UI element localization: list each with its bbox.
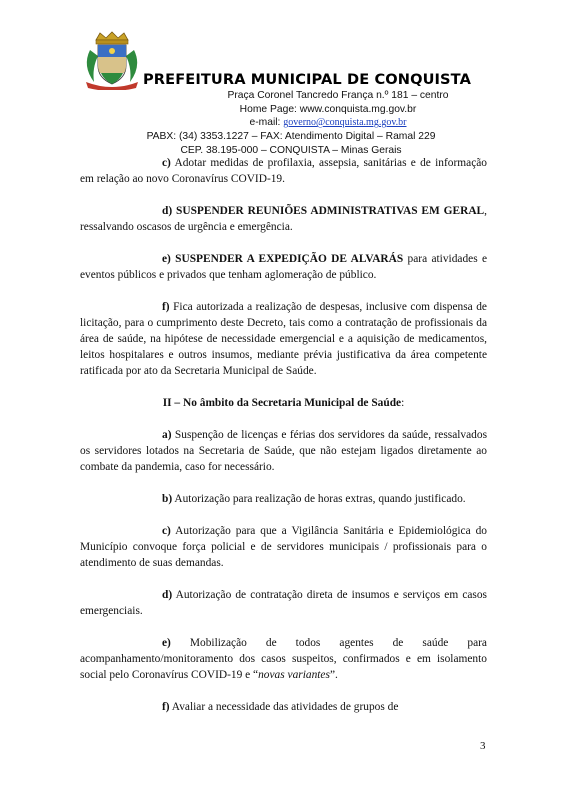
paragraph-d1	[80, 203, 487, 235]
page-number: 3	[480, 740, 486, 752]
paragraph-f1	[80, 299, 487, 379]
paragraph-e1	[80, 251, 487, 283]
item-letter: a)	[162, 429, 172, 441]
item-letter: e)	[162, 637, 171, 649]
section-heading	[80, 395, 487, 411]
paragraph-text-end: ”.	[329, 669, 338, 681]
item-letter: c)	[162, 157, 171, 169]
italic-text: novas variantes	[258, 669, 330, 681]
paragraph-d2	[80, 587, 487, 619]
header-email-line	[45, 117, 566, 128]
paragraph-text: Fica autorizada a realização de despesas, inclusive com dispensa de licitação, para o cumprimento deste Decreto, tais como a contratação de profissionais da área de saúde, na hipótese de necessidade emergencial e a aquisição de medicamentos, leitos hospitalares e outros insumos, mediante prévia justificativa da área competente ratificada por ato da Secretaria Municipal de Saúde.	[80, 301, 487, 377]
item-letter: f)	[162, 301, 170, 313]
organization-title: PREFEITURA MUNICIPAL DE CONQUISTA	[143, 71, 471, 88]
header-email-link[interactable]: governo@conquista.mg.gov.br	[283, 117, 407, 128]
paragraph-text: Adotar medidas de profilaxia, assepsia, sanitárias e de informação em relação ao novo Coronavírus COVID-19.	[80, 157, 487, 185]
item-letter: f)	[162, 701, 170, 713]
item-heading: e) SUSPENDER A EXPEDIÇÃO DE ALVARÁS	[162, 253, 404, 265]
paragraph-f2	[80, 699, 487, 715]
paragraph-e2	[80, 635, 487, 683]
item-letter: c)	[162, 525, 171, 537]
header-address: Praça Coronel Tancredo França n.º 181 – centro	[227, 90, 449, 101]
paragraph-text: Suspenção de licenças e férias dos servidores da saúde, ressalvados os servidores lotados na Secretaria de Saúde, que não estejam ligados diretamente ao combate da pandemia, caso for necessário.	[80, 429, 487, 473]
document-body	[80, 155, 487, 715]
paragraph-text: Mobilização de todos agentes de saúde para acompanhamento/monitoramento dos casos suspeitos, confirmados e em isolamento social pelo Coronavírus COVID-19 e “	[80, 637, 487, 681]
header-phone: PABX: (34) 3353.1227 – FAX: Atendimento Digital – Ramal 229	[146, 131, 436, 142]
header-email-label: e-mail:	[249, 117, 284, 128]
item-heading: d) SUSPENDER REUNIÕES ADMINISTRATIVAS EM GERAL	[162, 205, 485, 217]
header-homepage: Home Page: www.conquista.mg.gov.br	[239, 104, 417, 115]
paragraph-text: Autorização de contratação direta de insumos e serviços em casos emergenciais.	[80, 589, 487, 617]
item-letter: b)	[162, 493, 173, 505]
paragraph-c1	[80, 155, 487, 187]
municipal-coat-of-arms-icon	[80, 30, 144, 90]
paragraph-text: Autorização para que a Vigilância Sanitária e Epidemiológica do Município convoque força policial e de servidores municipais / profissionais para o atendimento de suas demandas.	[80, 525, 487, 569]
section-colon: :	[401, 397, 405, 409]
paragraph-text: , ressalvando oscasos de urgência e emergência.	[80, 205, 487, 233]
paragraph-c2	[80, 523, 487, 571]
paragraph-text: Avaliar a necessidade das atividades de grupos de	[169, 701, 399, 713]
paragraph-text: para atividades e eventos públicos e privados que tenham aglomeração de público.	[80, 253, 487, 281]
paragraph-b2	[80, 491, 487, 507]
header-cep: CEP. 38.195-000 – CONQUISTA – Minas Gerais	[180, 145, 402, 156]
section-title: II – No âmbito da Secretaria Municipal de Saúde	[162, 397, 402, 409]
paragraph-a2	[80, 427, 487, 475]
item-letter: d)	[162, 589, 173, 601]
paragraph-text: Autorização para realização de horas extras, quando justificado.	[172, 493, 466, 505]
